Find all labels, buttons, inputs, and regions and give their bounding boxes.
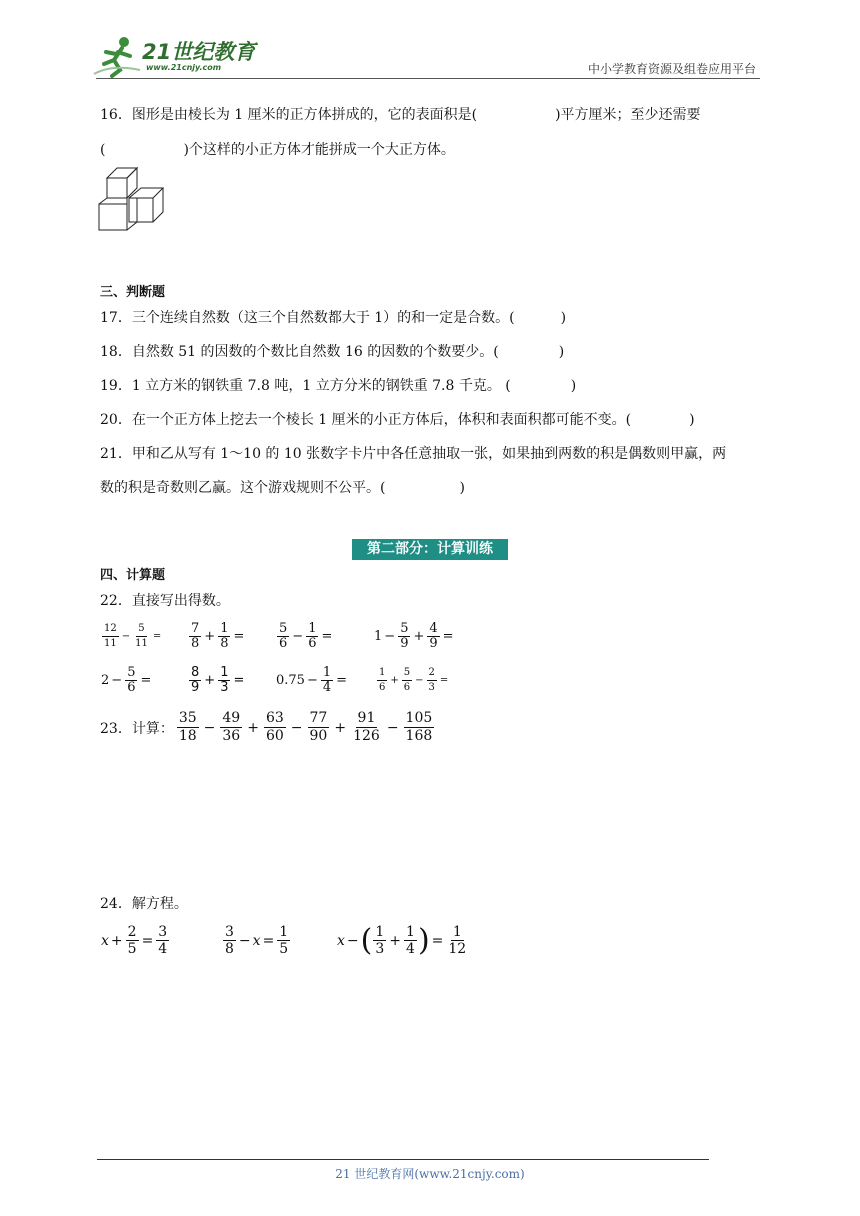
header-rule [96, 78, 760, 79]
q22-expr-5: 2 − $\frac{5}{6}$ = [101, 665, 152, 695]
q21-line2: 数的积是奇数则乙赢。这个游戏规则不公平。( ) [100, 480, 465, 496]
runner-logo-icon [92, 34, 142, 78]
q16-line2: ( )个这样的小正方体才能拼成一个大正方体。 [100, 142, 455, 158]
q16-line1: 16．图形是由棱长为 1 厘米的正方体拼成的，它的表面积是( )平方厘米；至少还需要 [100, 107, 701, 123]
logo-url: www.21cnjy.com [146, 63, 222, 72]
fraction: $\frac{1}{4}$ [406, 924, 415, 957]
q22-expr-7: 0.75 − $\frac{1}{4}$ = [276, 665, 348, 695]
fraction: $\frac{8}{9}$ [191, 665, 200, 695]
fraction: $\frac{105}{168}$ [405, 710, 433, 744]
q24-equation-1: x + $\frac{2}{5}$ = $\frac{3}{4}$ [101, 924, 168, 957]
fraction: $\frac{3}{8}$ [225, 924, 234, 957]
part2-banner: 第二部分：计算训练 [352, 539, 508, 560]
cube-figure [97, 164, 167, 234]
logo-title: 21世纪教育 [142, 40, 256, 64]
fraction: $\frac{5}{11}$ [135, 623, 148, 649]
fraction: $\frac{5}{6}$ [403, 667, 411, 693]
q23-expression: 23．计算： $\frac{35}{18}$ − $\frac{49}{36}$ + $\frac{63}{60}$ − $\frac{77}{90}$ + $\frac{91}{126}$ − $\frac{105}{168}$ [100, 710, 433, 744]
fraction: $\frac{2}{5}$ [127, 924, 137, 957]
q24-equation-2: $\frac{3}{8}$ − x = $\frac{1}{5}$ [225, 924, 289, 957]
fraction: $\frac{1}{3}$ [220, 665, 229, 695]
fraction: $\frac{1}{5}$ [279, 924, 289, 957]
fraction: $\frac{1}{12}$ [448, 924, 467, 957]
fraction: $\frac{5}{6}$ [127, 665, 136, 695]
fraction: $\frac{1}{3}$ [375, 924, 385, 957]
q18: 18．自然数 51 的因数的个数比自然数 16 的因数的个数要少。( ) [100, 344, 565, 360]
header-logo [92, 34, 262, 78]
fraction: $\frac{1}{8}$ [220, 621, 229, 651]
fraction: $\frac{77}{90}$ [309, 710, 328, 744]
section3-title: 三、判断题 [100, 285, 166, 300]
fraction: $\frac{2}{3}$ [428, 667, 435, 693]
footer-rule [97, 1159, 709, 1160]
fraction: $\frac{1}{4}$ [322, 665, 332, 695]
fraction: $\frac{35}{18}$ [178, 710, 197, 744]
q22-expr-4: 1 − $\frac{5}{9}$ + $\frac{4}{9}$ = [374, 621, 454, 651]
q22-expr-3: $\frac{5}{6}$ − $\frac{1}{6}$ = [279, 621, 333, 651]
q22-expr-8: $\frac{1}{6}$ + $\frac{5}{6}$ − $\frac{2}{3}$ = [379, 667, 449, 693]
fraction: $\frac{5}{9}$ [400, 621, 409, 651]
fraction: $\frac{49}{36}$ [222, 710, 241, 744]
fraction: $\frac{12}{11}$ [104, 623, 117, 649]
q22-expr-6: $\frac{8}{9}$ + $\frac{1}{3}$ = [191, 665, 245, 695]
fraction: $\frac{1}{6}$ [379, 667, 386, 693]
q22-title: 22．直接写出得数。 [100, 593, 230, 609]
header-right-text: 中小学教育资源及组卷应用平台 [587, 62, 756, 76]
fraction: $\frac{63}{60}$ [265, 710, 284, 744]
fraction: $\frac{7}{8}$ [191, 621, 200, 651]
footer-text: 21 世纪教育网(www.21cnjy.com) [335, 1167, 525, 1181]
fraction: $\frac{5}{6}$ [279, 621, 288, 651]
q22-expr-1: $\frac{12}{11}$ − $\frac{5}{11}$ = [104, 623, 162, 649]
q24-title: 24．解方程。 [100, 896, 188, 912]
q21-line1: 21．甲和乙从写有 1～10 的 10 张数字卡片中各任意抽取一张，如果抽到两数的积是偶数则甲赢，两 [100, 446, 727, 462]
q24-equation-3: x − ( $\frac{1}{3}$ + $\frac{1}{4}$ ) = $\frac{1}{12}$ [337, 922, 467, 958]
q22-expr-2: $\frac{7}{8}$ + $\frac{1}{8}$ = [191, 621, 245, 651]
q17: 17．三个连续自然数（这三个自然数都大于 1）的和一定是合数。( ) [100, 310, 567, 326]
q20: 20．在一个正方体上挖去一个棱长 1 厘米的小正方体后，体积和表面积都可能不变。( ) [100, 412, 695, 428]
fraction: $\frac{3}{4}$ [158, 924, 168, 957]
fraction: $\frac{1}{6}$ [308, 621, 317, 651]
section4-title: 四、计算题 [100, 568, 166, 583]
fraction: $\frac{4}{9}$ [429, 621, 438, 651]
q19: 19．1 立方米的钢铁重 7.8 吨，1 立方分米的钢铁重 7.8 千克。 ( ) [100, 378, 577, 394]
fraction: $\frac{91}{126}$ [353, 710, 380, 744]
